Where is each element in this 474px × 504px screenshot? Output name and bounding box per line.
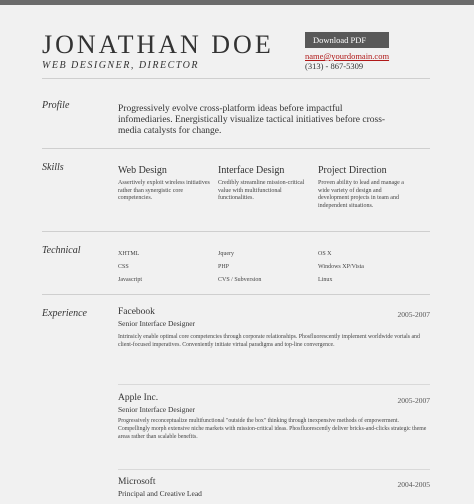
profile-heading: Profile: [42, 100, 70, 111]
divider: [42, 294, 430, 295]
job-description: Intrinsicly enable optimal core competencies through corporate relationships. Phosfluorescently implement worldwide vortals and client-focused imperatives. Conveniently initiate virtual paradigms and top-line convergence.: [118, 334, 420, 349]
skill-description: Assertively exploit wireless initiatives rather than synergistic core competencies.: [118, 180, 210, 201]
technical-item: Linux: [318, 277, 333, 283]
divider: [42, 78, 430, 79]
skill-web-design: [118, 165, 213, 203]
download-pdf-button[interactable]: Download PDF: [305, 32, 389, 48]
profile-text: Progressively evolve cross-platform ideas before impactful infomediaries. Energistically visualize tactical initiatives before cross-media catalysts for change.: [118, 104, 386, 136]
job-company: Microsoft: [118, 477, 156, 487]
job-role: Principal and Creative Lead: [118, 489, 202, 498]
technical-item: CSS: [118, 264, 129, 270]
job-years: 2005-2007: [397, 310, 430, 319]
technical-heading: Technical: [42, 245, 81, 256]
person-name: JONATHAN DOE: [42, 30, 274, 59]
skill-title: Interface Design: [218, 165, 285, 176]
divider: [42, 148, 430, 149]
job-years: 2004-2005: [397, 480, 430, 489]
technical-item: Windows XP/Vista: [318, 264, 364, 270]
experience-heading: Experience: [42, 308, 87, 319]
skills-heading: Skills: [42, 162, 64, 173]
skill-title: Web Design: [118, 165, 167, 176]
job-role: Senior Interface Designer: [118, 319, 196, 328]
job-description: Progressively reconceptualize multifunctional "outside the box" thinking through inexpensive methods of empowerment. Compellingly morph extensive niche markets with mission-critical ideas. Phosfluorescently deliver bricks-and-clicks strategic theme areas rather than scalable benefits.: [118, 418, 427, 441]
technical-item: Javascript: [118, 277, 142, 283]
technical-item: Jquery: [218, 251, 234, 257]
job-years: 2005-2007: [397, 396, 430, 405]
technical-item: CVS / Subversion: [218, 277, 262, 283]
technical-item: XHTML: [118, 251, 140, 257]
resume-page: [0, 5, 474, 504]
skill-interface-design: [218, 165, 313, 203]
divider: [118, 469, 430, 470]
skill-title: Project Direction: [318, 165, 387, 176]
job-company: Facebook: [118, 307, 155, 317]
job-company: Apple Inc.: [118, 393, 159, 403]
job-role: Senior Interface Designer: [118, 405, 196, 414]
technical-item: OS X: [318, 251, 332, 257]
divider: [42, 231, 430, 232]
person-title: WEB DESIGNER, DIRECTOR: [42, 60, 199, 71]
email-link[interactable]: name@yourdomain.com: [305, 51, 390, 61]
skill-description: Proven ability to lead and manage a wide variety of design and development projects in team and independent situations.: [318, 180, 404, 209]
phone-number: (313) - 867-5309: [305, 61, 364, 71]
skill-description: Credibly streamline mission-critical value with multifunctional functionalities.: [218, 180, 305, 201]
divider: [118, 384, 430, 385]
skill-project-direction: [318, 165, 413, 210]
technical-column: [218, 251, 318, 290]
technical-column: [118, 251, 218, 290]
technical-item: PHP: [218, 264, 230, 270]
technical-column: [318, 251, 418, 290]
